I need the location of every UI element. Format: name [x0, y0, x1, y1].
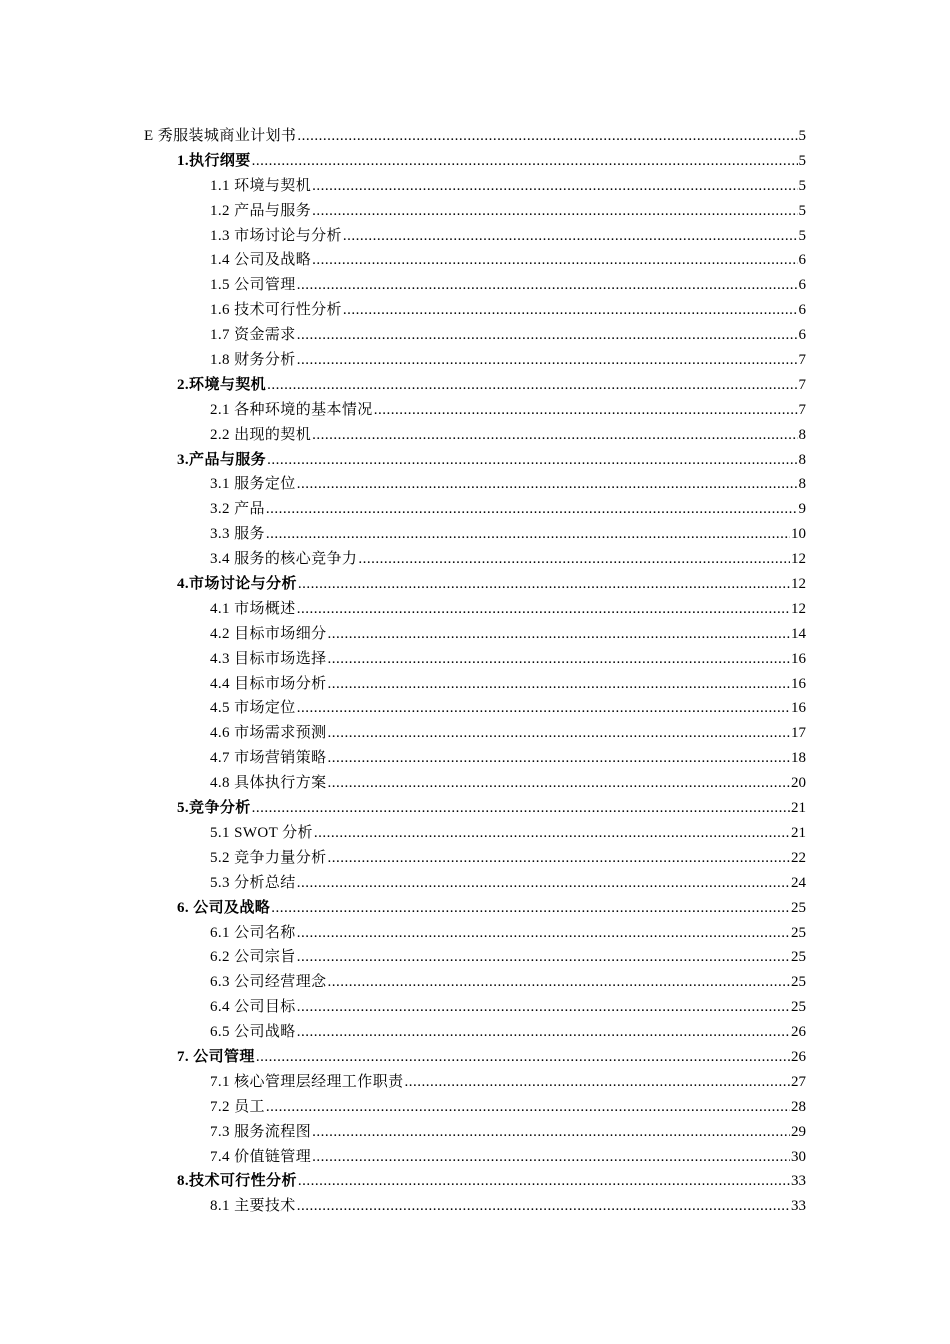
toc-entry-label: 6.3 公司经营理念: [210, 974, 327, 991]
toc-page-number: 21: [791, 800, 806, 817]
toc-entry-label: 1.6 技术可行性分析: [210, 302, 342, 319]
toc-entry-label: 4.4 目标市场分析: [210, 675, 327, 692]
toc-chapter-entry[interactable]: [144, 373, 806, 398]
toc-section-entry[interactable]: [144, 224, 806, 249]
toc-section-entry[interactable]: [144, 672, 806, 697]
toc-page-number: 16: [791, 650, 806, 667]
toc-entry-label: 1.3 市场讨论与分析: [210, 227, 342, 244]
toc-page-number: 12: [791, 551, 806, 568]
toc-dot-leader: [297, 124, 797, 149]
toc-dot-leader: [298, 572, 790, 597]
toc-dot-leader: [312, 174, 797, 199]
toc-entry-label: 2.环境与契机: [177, 376, 267, 393]
toc-entry-label: 4.市场讨论与分析: [177, 576, 297, 593]
toc-dot-leader: [266, 522, 790, 547]
toc-page-number: 21: [791, 824, 806, 841]
toc-page-number: 7: [798, 352, 806, 369]
toc-section-entry[interactable]: [144, 348, 806, 373]
toc-entry-label: 5.3 分析总结: [210, 874, 296, 891]
toc-entry-label: 3.4 服务的核心竞争力: [210, 551, 358, 568]
toc-dot-leader: [328, 746, 790, 771]
toc-dot-leader: [297, 597, 790, 622]
toc-entry-label: 6.1 公司名称: [210, 924, 296, 941]
toc-section-entry[interactable]: [144, 622, 806, 647]
toc-page-number: 6: [798, 277, 806, 294]
toc-dot-leader: [328, 672, 790, 697]
toc-section-entry[interactable]: [144, 871, 806, 896]
toc-dot-leader: [297, 323, 798, 348]
toc-section-entry[interactable]: [144, 970, 806, 995]
toc-page-number: 22: [791, 849, 806, 866]
toc-entry-label: 1.2 产品与服务: [210, 202, 312, 219]
toc-entry-label: 7.1 核心管理层经理工作职责: [210, 1073, 404, 1090]
toc-entry-label: 8.1 主要技术: [210, 1198, 296, 1215]
toc-section-entry[interactable]: [144, 1070, 806, 1095]
toc-page-number: 5: [798, 177, 806, 194]
toc-chapter-entry[interactable]: [144, 896, 806, 921]
toc-entry-label: 7.4 价值链管理: [210, 1148, 312, 1165]
toc-dot-leader: [358, 547, 790, 572]
toc-page-number: 16: [791, 675, 806, 692]
toc-entry-label: 4.6 市场需求预测: [210, 725, 327, 742]
toc-dot-leader: [312, 248, 797, 273]
toc-section-entry[interactable]: [144, 1145, 806, 1170]
toc-page-number: 9: [798, 501, 806, 518]
toc-section-entry[interactable]: [144, 323, 806, 348]
toc-page-number: 5: [798, 202, 806, 219]
toc-dot-leader: [266, 1095, 790, 1120]
toc-chapter-entry[interactable]: [144, 796, 806, 821]
toc-entry-label: 7. 公司管理: [177, 1048, 255, 1065]
toc-entry-label: 1.1 环境与契机: [210, 177, 312, 194]
toc-entry-label: 4.7 市场营销策略: [210, 750, 327, 767]
toc-dot-leader: [374, 398, 798, 423]
toc-dot-leader: [328, 647, 790, 672]
toc-page-number: 18: [791, 750, 806, 767]
toc-entry-label: 3.1 服务定位: [210, 476, 296, 493]
toc-dot-leader: [312, 1145, 790, 1170]
toc-section-entry[interactable]: [144, 597, 806, 622]
toc-dot-leader: [314, 821, 790, 846]
toc-dot-leader: [328, 970, 790, 995]
toc-title-entry[interactable]: [144, 124, 806, 149]
toc-dot-leader: [328, 846, 790, 871]
toc-dot-leader: [343, 224, 798, 249]
toc-entry-label: 4.2 目标市场细分: [210, 625, 327, 642]
toc-entry-label: E 秀服装城商业计划书: [144, 128, 297, 144]
toc-dot-leader: [297, 696, 790, 721]
toc-page-number: 26: [791, 1024, 806, 1041]
toc-dot-leader: [312, 1120, 790, 1145]
toc-page-number: 27: [791, 1073, 806, 1090]
toc-chapter-entry[interactable]: [144, 1169, 806, 1194]
toc-dot-leader: [266, 497, 798, 522]
toc-entry-label: 1.8 财务分析: [210, 352, 296, 369]
toc-page-number: 7: [798, 401, 806, 418]
toc-page-number: 5: [798, 227, 806, 244]
toc-page-number: 28: [791, 1098, 806, 1115]
toc-section-entry[interactable]: [144, 423, 806, 448]
toc-section-entry[interactable]: [144, 174, 806, 199]
toc-page-number: 17: [791, 725, 806, 742]
toc-page-number: 25: [791, 999, 806, 1016]
toc-section-entry[interactable]: [144, 696, 806, 721]
toc-page-number: 8: [798, 426, 806, 443]
toc-section-entry[interactable]: [144, 248, 806, 273]
toc-dot-leader: [256, 1045, 790, 1070]
toc-dot-leader: [297, 472, 798, 497]
toc-chapter-entry[interactable]: [144, 448, 806, 473]
toc-entry-label: 3.2 产品: [210, 501, 265, 518]
toc-page-number: 12: [791, 576, 806, 593]
toc-page-number: 33: [791, 1173, 806, 1190]
toc-dot-leader: [297, 921, 790, 946]
toc-chapter-entry[interactable]: [144, 572, 806, 597]
toc-page-number: 24: [791, 874, 806, 891]
toc-page-number: 10: [791, 526, 806, 543]
toc-page-number: 5: [798, 128, 806, 144]
toc-entry-label: 2.2 出现的契机: [210, 426, 312, 443]
toc-dot-leader: [312, 423, 797, 448]
toc-section-entry[interactable]: [144, 746, 806, 771]
toc-dot-leader: [297, 945, 790, 970]
toc-section-entry[interactable]: [144, 721, 806, 746]
toc-dot-leader: [328, 622, 790, 647]
toc-dot-leader: [298, 1169, 790, 1194]
toc-dot-leader: [297, 348, 798, 373]
toc-entry-label: 2.1 各种环境的基本情况: [210, 401, 373, 418]
toc-page-number: 16: [791, 700, 806, 717]
toc-entry-label: 6.4 公司目标: [210, 999, 296, 1016]
toc-entry-label: 7.3 服务流程图: [210, 1123, 312, 1140]
toc-section-entry[interactable]: [144, 522, 806, 547]
toc-page-number: 14: [791, 625, 806, 642]
toc-page-number: 20: [791, 775, 806, 792]
toc-dot-leader: [297, 1020, 790, 1045]
toc-entry-label: 6.5 公司战略: [210, 1024, 296, 1041]
toc-section-entry[interactable]: [144, 472, 806, 497]
toc-entry-label: 4.3 目标市场选择: [210, 650, 327, 667]
toc-section-entry[interactable]: [144, 398, 806, 423]
toc-dot-leader: [297, 871, 790, 896]
toc-entry-label: 7.2 员工: [210, 1098, 265, 1115]
toc-dot-leader: [343, 298, 798, 323]
toc-page-number: 25: [791, 924, 806, 941]
toc-page-number: 6: [798, 252, 806, 269]
toc-section-entry[interactable]: [144, 821, 806, 846]
toc-dot-leader: [328, 771, 790, 796]
toc-page-number: 26: [791, 1048, 806, 1065]
toc-entry-label: 1.5 公司管理: [210, 277, 296, 294]
toc-page-number: 7: [798, 376, 806, 393]
toc-dot-leader: [267, 448, 797, 473]
toc-section-entry[interactable]: [144, 945, 806, 970]
toc-dot-leader: [328, 721, 790, 746]
toc-section-entry[interactable]: [144, 1095, 806, 1120]
table-of-contents: [144, 124, 806, 1219]
toc-section-entry[interactable]: [144, 846, 806, 871]
toc-page-number: 29: [791, 1123, 806, 1140]
toc-entry-label: 6. 公司及战略: [177, 899, 271, 916]
toc-entry-label: 1.4 公司及战略: [210, 252, 312, 269]
toc-section-entry[interactable]: [144, 1020, 806, 1045]
toc-section-entry[interactable]: [144, 497, 806, 522]
toc-section-entry[interactable]: [144, 1194, 806, 1219]
toc-entry-label: 3.3 服务: [210, 526, 265, 543]
toc-entry-label: 5.竞争分析: [177, 800, 251, 817]
toc-entry-label: 5.2 竞争力量分析: [210, 849, 327, 866]
toc-page-number: 25: [791, 974, 806, 991]
toc-section-entry[interactable]: [144, 647, 806, 672]
toc-page-number: 30: [791, 1148, 806, 1165]
toc-chapter-entry[interactable]: [144, 1045, 806, 1070]
toc-page-number: 6: [798, 302, 806, 319]
toc-chapter-entry[interactable]: [144, 149, 806, 174]
toc-entry-label: 4.5 市场定位: [210, 700, 296, 717]
toc-page-number: 25: [791, 899, 806, 916]
toc-section-entry[interactable]: [144, 771, 806, 796]
toc-dot-leader: [297, 995, 790, 1020]
toc-dot-leader: [312, 199, 797, 224]
toc-entry-label: 6.2 公司宗旨: [210, 949, 296, 966]
toc-dot-leader: [405, 1070, 790, 1095]
toc-page-number: 6: [798, 327, 806, 344]
toc-page-number: 8: [798, 476, 806, 493]
toc-page-number: 12: [791, 600, 806, 617]
toc-dot-leader: [297, 273, 798, 298]
toc-entry-label: 8.技术可行性分析: [177, 1173, 297, 1190]
toc-section-entry[interactable]: [144, 995, 806, 1020]
toc-page-number: 25: [791, 949, 806, 966]
toc-entry-label: 3.产品与服务: [177, 451, 267, 468]
toc-page-number: 5: [798, 152, 806, 169]
toc-dot-leader: [252, 149, 798, 174]
toc-dot-leader: [252, 796, 790, 821]
toc-dot-leader: [271, 896, 790, 921]
toc-dot-leader: [297, 1194, 790, 1219]
toc-dot-leader: [267, 373, 797, 398]
toc-section-entry[interactable]: [144, 1120, 806, 1145]
toc-entry-label: 1.执行纲要: [177, 152, 251, 169]
toc-entry-label: 4.8 具体执行方案: [210, 775, 327, 792]
toc-entry-label: 4.1 市场概述: [210, 600, 296, 617]
toc-section-entry[interactable]: [144, 921, 806, 946]
toc-entry-label: 1.7 资金需求: [210, 327, 296, 344]
toc-entry-label: 5.1 SWOT 分析: [210, 824, 313, 841]
toc-section-entry[interactable]: [144, 298, 806, 323]
toc-section-entry[interactable]: [144, 547, 806, 572]
toc-section-entry[interactable]: [144, 273, 806, 298]
toc-page-number: 8: [798, 451, 806, 468]
toc-section-entry[interactable]: [144, 199, 806, 224]
toc-page-number: 33: [791, 1198, 806, 1215]
